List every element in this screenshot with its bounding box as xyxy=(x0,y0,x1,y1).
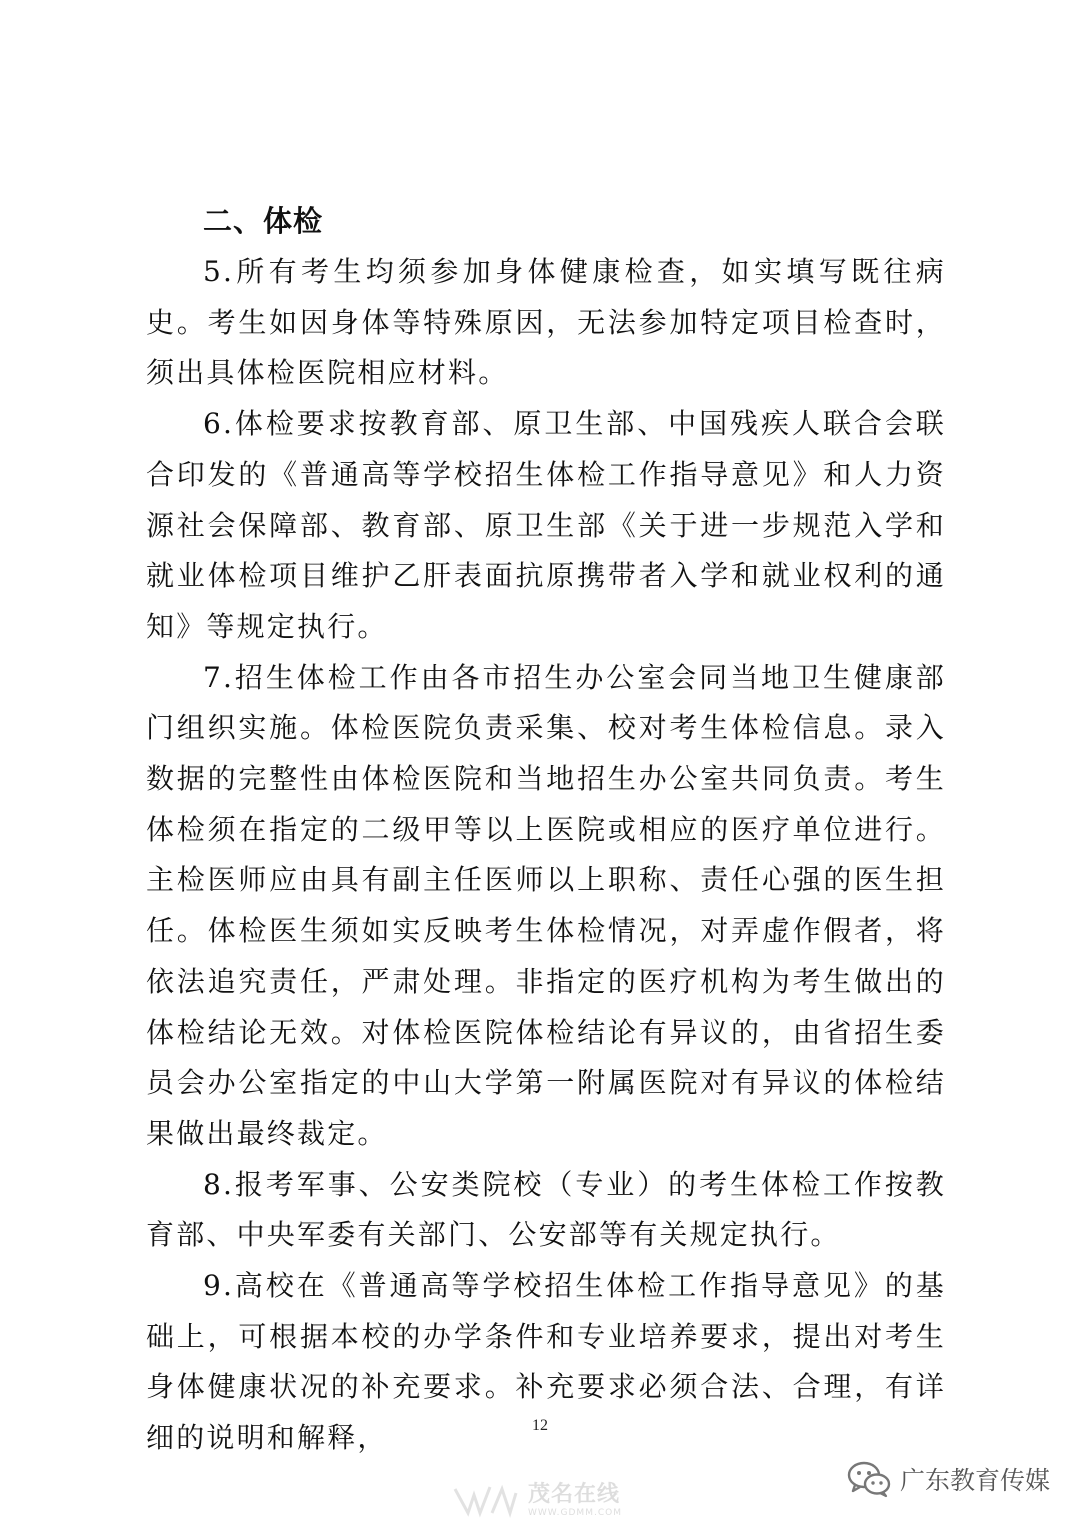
wechat-account-mark xyxy=(846,1460,1050,1498)
site-watermark xyxy=(450,1478,650,1524)
watermark-name: 茂名在线 xyxy=(528,1482,621,1507)
wechat-icon xyxy=(846,1460,892,1498)
paragraph-5: 5.所有考生均须参加身体健康检查，如实填写既往病史。考生如因身体等特殊原因，无法参加特定项目检查时，须出具体检医院相应材料。 xyxy=(146,255,946,390)
paragraph-7: 7.招生体检工作由各市招生办公室会同当地卫生健康部门组织实施。体检医院负责采集、校对考生体检信息。录入数据的完整性由体检医院和当地招生办公室共同负责。考生体检须在指定的二级甲等以上医院或相应的医疗单位进行。主检医师应由具有副主任医师以上职称、责任心强的医生担任。体检医生须如实反映考生体检情况，对弄虚作假者，将依法追究责任，严肃处理。非指定的医疗机构为考生做出的体检结论无效。对体检医院体检结论有异议的，由省招生委员会办公室指定的中山大学第一附属医院对有异议的体检结果做出最终裁定。 xyxy=(146,660,946,1150)
paragraph-6: 6.体检要求按教育部、原卫生部、中国残疾人联合会联合印发的《普通高等学校招生体检工作指导意见》和人力资源社会保障部、教育部、原卫生部《关于进一步规范入学和就业体检项目维护乙肝表面抗原携带者入学和就业权利的通知》等规定执行。 xyxy=(146,407,946,643)
body-text xyxy=(146,247,946,1464)
page-number: 12 xyxy=(532,1417,548,1434)
paragraph-9: 9.高校在《普通高等学校招生体检工作指导意见》的基础上，可根据本校的办学条件和专业培养要求，提出对考生身体健康状况的补充要求。补充要求必须合法、合理，有详细的说明和解释， xyxy=(146,1269,946,1455)
watermark-logo-icon xyxy=(450,1481,520,1521)
section-heading: 二、体检 xyxy=(203,204,324,238)
watermark-url: WWW.GDMM.COM xyxy=(528,1508,622,1518)
paragraph-8: 8.报考军事、公安类院校（专业）的考生体检工作按教育部、中央军委有关部门、公安部等有关规定执行。 xyxy=(146,1167,946,1252)
wechat-account-name: 广东教育传媒 xyxy=(899,1466,1050,1495)
